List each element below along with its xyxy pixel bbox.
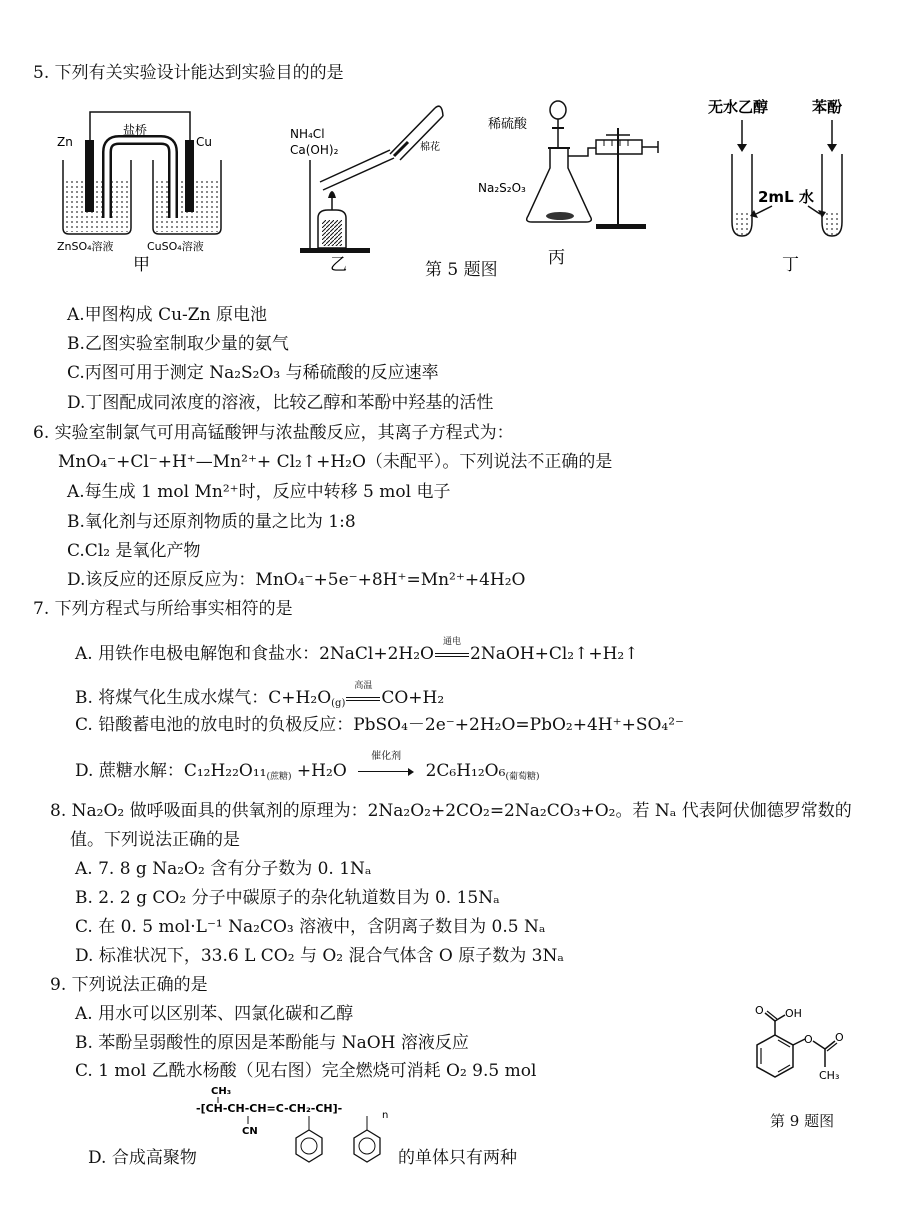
aspirin-oh: OH <box>785 1007 802 1020</box>
q7b-pre: B. 将煤气化生成水煤气：C+H₂O <box>75 688 332 708</box>
aspirin-o3: O <box>835 1031 844 1044</box>
phenol-label: 苯酚 <box>812 98 843 116</box>
cuso4-label: CuSO₄溶液 <box>147 240 204 253</box>
q9-option-d-post: 的单体只有两种 <box>398 1148 517 1168</box>
q5-fig-caption: 第 5 题图 <box>425 260 498 280</box>
q5-option-c: C.丙图可用于测定 Na₂S₂O₃ 与稀硫酸的反应速率 <box>67 363 439 383</box>
cu-label: Cu <box>196 135 212 149</box>
q6-option-c: C.Cl₂ 是氧化产物 <box>67 541 201 561</box>
q7a-condition: 通电 <box>442 637 461 647</box>
polymer-cn: CN <box>242 1126 258 1137</box>
salt-bridge-label: 盐桥 <box>123 123 148 137</box>
q6-equation: MnO₄⁻+Cl⁻+H⁺—Mn²⁺+ Cl₂↑+H₂O（未配平）。下列说法不正确的是 <box>58 452 613 472</box>
q7d-sucrose-tag: (蔗糖) <box>266 772 292 782</box>
q6-option-d: D.该反应的还原反应为：MnO₄⁻+5e⁻+8H⁺=Mn²⁺+4H₂O <box>67 570 526 590</box>
q9-fig-caption: 第 9 题图 <box>770 1112 835 1130</box>
q7d-pre: D. 蔗糖水解：C₁₂H₂₂O₁₁ <box>75 761 267 781</box>
na2s2o3-label: Na₂S₂O₃ <box>478 181 526 195</box>
q7b-gas: (g) <box>331 698 346 709</box>
fig-galvanic-cell <box>55 100 235 275</box>
q7-option-b <box>75 681 445 715</box>
q8-option-b: B. 2. 2 g CO₂ 分子中碳原子的杂化轨道数目为 0. 15Nₐ <box>75 888 500 908</box>
znso4-label: ZnSO₄溶液 <box>57 240 114 253</box>
q7d-mid: +H₂O <box>291 761 347 781</box>
q8-stem: 8. Na₂O₂ 做呼吸面具的供氧剂的原理为：2Na₂O₂+2CO₂=2Na₂CO₃+O₂。若 Nₐ 代表阿伏伽德罗常数的 <box>50 801 852 821</box>
polymer-structure <box>196 1082 396 1192</box>
q7-option-d <box>75 751 540 788</box>
cotton-label: 棉花 <box>420 142 440 153</box>
fig-reaction-rate <box>478 88 678 273</box>
q7b-post: CO+H₂ <box>381 688 445 708</box>
q8-option-d: D. 标准状况下，33.6 L CO₂ 与 O₂ 混合气体含 O 原子数为 3Nₐ <box>75 946 564 966</box>
polymer-chain: -[CH-CH-CH=C-CH₂-CH]- <box>196 1102 343 1115</box>
q9-option-d-pre: D. 合成高聚物 <box>88 1148 197 1168</box>
q7d-post: 2C₆H₁₂O₆ <box>425 761 506 781</box>
zn-label: Zn <box>57 135 73 149</box>
q6-stem: 6. 实验室制氯气可用高锰酸钾与浓盐酸反应，其离子方程式为： <box>33 423 514 443</box>
fig-ding-label: 丁 <box>782 255 799 275</box>
q7d-glucose-tag: (葡萄糖) <box>505 772 540 782</box>
q8-option-c: C. 在 0. 5 mol·L⁻¹ Na₂CO₃ 溶液中，含阴离子数目为 0.5 Nₐ <box>75 917 546 937</box>
q9-option-a: A. 用水可以区别苯、四氯化碳和乙醇 <box>75 1004 354 1024</box>
q8-stem-2: 值。下列说法正确的是 <box>70 830 240 850</box>
dilute-h2so4-label: 稀硫酸 <box>488 117 528 132</box>
caoh2-label: Ca(OH)₂ <box>290 143 339 157</box>
q5-stem: 5. 下列有关实验设计能达到实验目的的是 <box>33 63 344 83</box>
aspirin-structure <box>745 1005 855 1105</box>
q7a-pre: A. 用铁作电极电解饱和食盐水：2NaCl+2H₂O <box>75 644 434 664</box>
q7-option-c: C. 铅酸蓄电池的放电时的负极反应：PbSO₄－2e⁻+2H₂O=PbO₂+4H⁺+SO₄²⁻ <box>75 715 685 735</box>
ethanol-label: 无水乙醇 <box>708 98 769 116</box>
fig-yi-label: 乙 <box>330 255 347 275</box>
q7d-condition: 催化剂 <box>371 751 402 762</box>
aspirin-ch3: CH₃ <box>819 1069 840 1082</box>
fig-jia-label: 甲 <box>133 255 150 275</box>
fig-bing-label: 丙 <box>548 248 565 268</box>
aspirin-o2: O <box>804 1033 813 1046</box>
q7b-condition: 高温 <box>354 681 373 691</box>
nh4cl-label: NH₄Cl <box>290 127 325 141</box>
q7-option-a <box>75 637 639 665</box>
q9-option-b: B. 苯酚呈弱酸性的原因是苯酚能与 NaOH 溶液反应 <box>75 1033 469 1053</box>
q6-option-b: B.氧化剂与还原剂物质的量之比为 1:8 <box>67 512 356 532</box>
polymer-n: n <box>382 1110 389 1121</box>
q7-stem: 7. 下列方程式与所给事实相符的是 <box>33 599 293 619</box>
q6-option-a: A.每生成 1 mol Mn²⁺时，反应中转移 5 mol 电子 <box>67 482 451 502</box>
water-label: 2mL 水 <box>758 188 814 206</box>
fig-test-tubes <box>700 92 870 277</box>
polymer-ch3: CH₃ <box>211 1086 232 1097</box>
q8-option-a: A. 7. 8 g Na₂O₂ 含有分子数为 0. 1Nₐ <box>75 859 372 879</box>
q9-stem: 9. 下列说法正确的是 <box>50 975 208 995</box>
q7a-post: 2NaOH+Cl₂↑+H₂↑ <box>470 644 639 664</box>
q5-option-d: D.丁图配成同浓度的溶液，比较乙醇和苯酚中羟基的活性 <box>67 393 494 413</box>
q5-option-a: A.甲图构成 Cu-Zn 原电池 <box>67 305 267 325</box>
fig-ammonia-prep <box>290 100 460 275</box>
q9-option-c: C. 1 mol 乙酰水杨酸（见右图）完全燃烧可消耗 O₂ 9.5 mol <box>75 1061 537 1081</box>
q5-option-b: B.乙图实验室制取少量的氨气 <box>67 334 289 354</box>
aspirin-o1: O <box>755 1005 764 1017</box>
